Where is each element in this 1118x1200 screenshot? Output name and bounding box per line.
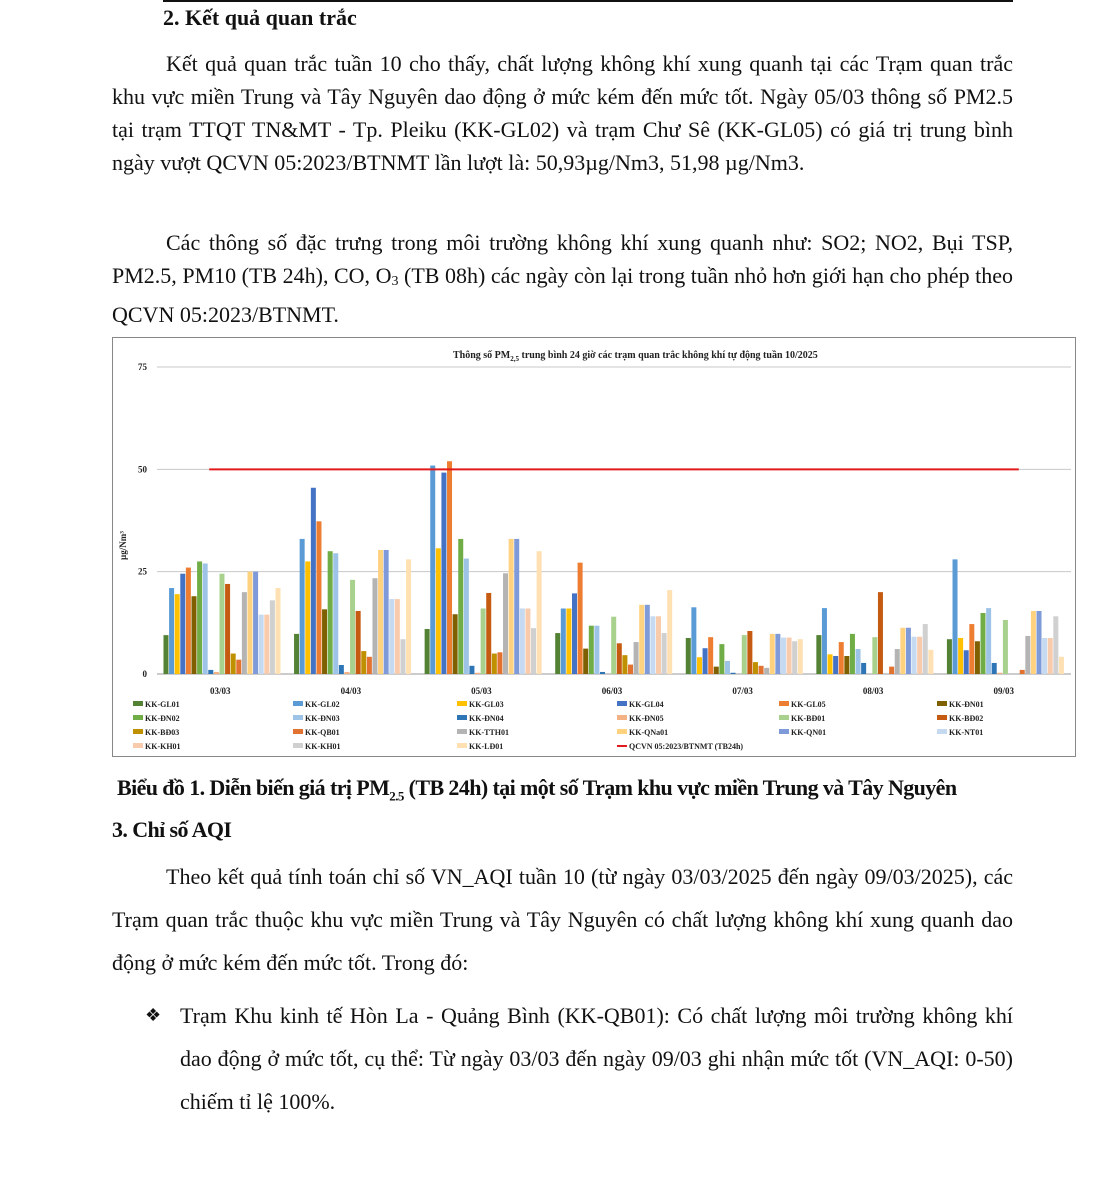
bar — [958, 638, 963, 674]
bar — [531, 628, 536, 674]
bar — [861, 663, 866, 674]
bar — [583, 649, 588, 674]
legend-label: KK-NT01 — [949, 728, 984, 737]
bar — [231, 654, 236, 674]
section-2-paragraph-1: Kết quả quan trắc tuần 10 cho thấy, chất lượng không khí xung quanh tại các Trạm quan trắc khu vực miền Trung và Tây Nguyên dao động ở mức kém đến mức tốt. Ngày 05/03 thông số PM2.5 tại trạm TTQT TN&MT - Tp. Pleiku (KK-GL02) và trạm Chư Sê (KK-GL05) có giá trị trung bình ngày vượt QCVN 05:2023/BTNMT lần lượt là: 50,93µg/Nm3, 51,98 µg/Nm3. — [112, 51, 1013, 175]
bar — [503, 573, 508, 674]
bar — [339, 665, 344, 674]
bar — [169, 588, 174, 674]
legend-swatch — [133, 743, 143, 748]
bar — [163, 635, 168, 674]
legend-label: KK-KH01 — [145, 742, 181, 751]
bar — [839, 642, 844, 674]
bar — [816, 635, 821, 674]
legend-label: QCVN 05:2023/BTNMT (TB24h) — [629, 742, 744, 751]
bar — [912, 637, 917, 674]
bar — [242, 592, 247, 674]
bar — [650, 616, 655, 674]
bar — [1053, 616, 1058, 674]
legend-swatch — [293, 743, 303, 748]
caption-prefix: Biểu đồ 1. Diễn biến giá trị PM — [117, 775, 390, 800]
chart-title: Thông số $PM_{2,5}$ trung bình 24 giờ các trạm quan trắc không khí tự động tuần 10/2025 — [453, 350, 818, 363]
bar — [384, 550, 389, 674]
bar — [322, 609, 327, 674]
bar — [305, 561, 310, 674]
legend-label: KK-ĐN01 — [949, 700, 984, 709]
bar — [275, 588, 280, 674]
bar — [236, 660, 241, 674]
legend-swatch — [293, 729, 303, 734]
caption-suffix: (TB 24h) tại một số Trạm khu vực miền Trung và Tây Nguyên — [403, 775, 957, 800]
bar — [969, 624, 974, 674]
y-tick-label: 25 — [138, 566, 147, 577]
bar — [895, 649, 900, 674]
bar — [425, 629, 430, 674]
legend-label: KK-GL01 — [145, 700, 180, 709]
bar — [469, 666, 474, 674]
bar — [436, 548, 441, 674]
y-axis-label: µg/Nm³ — [118, 531, 128, 560]
bar — [430, 466, 435, 674]
pm25-chart — [112, 337, 1076, 757]
bar — [486, 593, 491, 674]
bar — [395, 599, 400, 674]
caption-sub: 2.5 — [389, 788, 404, 804]
legend-swatch — [457, 729, 467, 734]
bar — [611, 617, 616, 674]
pm25-chart-svg — [113, 338, 1077, 758]
bar — [481, 609, 486, 674]
bar — [1031, 611, 1036, 674]
bar — [1020, 670, 1025, 674]
bar — [731, 673, 736, 674]
bar — [492, 654, 497, 674]
bar — [787, 638, 792, 674]
bar — [270, 600, 275, 674]
bar — [953, 559, 958, 674]
bar — [856, 649, 861, 674]
bar — [344, 672, 349, 674]
legend-label: KK-LĐ01 — [469, 742, 504, 751]
bar — [566, 609, 571, 674]
bar — [594, 626, 599, 674]
legend-label: KK-QB01 — [305, 728, 340, 737]
bar — [964, 650, 969, 674]
bar — [180, 574, 185, 674]
bar — [311, 488, 316, 674]
ozone-subscript: 3 — [391, 274, 399, 289]
bar — [561, 609, 566, 674]
bar — [555, 633, 560, 674]
bar — [300, 539, 305, 674]
bar — [589, 626, 594, 674]
bar — [759, 666, 764, 674]
bar — [900, 628, 905, 674]
legend-label: KK-QN01 — [791, 728, 827, 737]
x-tick-label: 07/03 — [732, 686, 753, 696]
bar — [872, 637, 877, 674]
bar — [742, 635, 747, 674]
legend-label: KK-ĐN05 — [629, 714, 664, 723]
bar — [753, 662, 758, 674]
bar — [798, 639, 803, 674]
legend-swatch — [457, 743, 467, 748]
bar — [537, 551, 542, 674]
y-tick-label: 75 — [138, 362, 147, 372]
bar — [253, 572, 258, 674]
bar — [822, 608, 827, 674]
bar — [464, 559, 469, 674]
bar — [634, 642, 639, 674]
bar — [747, 631, 752, 674]
bar — [458, 539, 463, 674]
bar — [986, 608, 991, 674]
bar — [186, 568, 191, 674]
bar — [406, 559, 411, 674]
x-tick-label: 06/03 — [601, 686, 623, 696]
bar — [792, 641, 797, 674]
bar — [992, 663, 997, 674]
bar — [572, 593, 577, 674]
bar — [764, 668, 769, 674]
legend-label: KK-BĐ01 — [791, 714, 826, 723]
bar — [294, 634, 299, 674]
bar — [350, 580, 355, 674]
x-tick-label: 04/03 — [340, 686, 362, 696]
legend-label: KK-GL05 — [791, 700, 826, 709]
chart-caption — [117, 775, 956, 804]
bar — [378, 550, 383, 674]
bar — [203, 563, 208, 674]
bar — [997, 673, 1002, 674]
bar — [328, 551, 333, 674]
section-3-heading: 3. Chỉ số AQI — [112, 817, 232, 842]
legend-swatch — [617, 701, 627, 706]
section-2-paragraph-2 — [112, 226, 1013, 331]
legend-label: KK-ĐN02 — [145, 714, 180, 723]
bar — [667, 590, 672, 674]
bar — [514, 539, 519, 674]
legend-label: KK-BĐ02 — [949, 714, 984, 723]
bullet-text: Trạm Khu kinh tế Hòn La - Quảng Bình (KK-QB01): Có chất lượng môi trường không khí dao động ở mức tốt, cụ thể: Từ ngày 03/03 đến ngày 09/03 ghi nhận mức tốt (VN_AQI: 0-50) chiếm tỉ lệ 100%. — [180, 1003, 1013, 1114]
section-2-heading: 2. Kết quả quan trắc — [163, 5, 357, 30]
paragraph-2-text-b: (TB 08h) các ngày còn lại trong tuần nhỏ hơn giới hạn cho phép theo QCVN 05:2023/BTNMT. — [112, 263, 1013, 327]
legend-label: KK-GL03 — [469, 700, 504, 709]
bar — [889, 667, 894, 674]
legend-swatch — [937, 729, 947, 734]
legend-swatch — [293, 701, 303, 706]
bar — [850, 634, 855, 674]
bar — [981, 613, 986, 674]
bar — [361, 651, 366, 674]
bar — [175, 594, 180, 674]
x-tick-label: 05/03 — [471, 686, 492, 696]
bar — [844, 656, 849, 674]
bar — [1003, 620, 1008, 674]
bar — [1042, 638, 1047, 674]
y-tick-label: 0 — [142, 669, 147, 679]
legend-swatch — [937, 701, 947, 706]
bar — [928, 650, 933, 674]
bar — [497, 652, 502, 674]
bar — [453, 614, 458, 674]
bar — [781, 638, 786, 674]
bar — [617, 643, 622, 674]
bar — [316, 521, 321, 674]
bar — [1048, 638, 1053, 674]
top-rule — [163, 0, 1013, 2]
diamond-bullet-icon: ❖ — [145, 1005, 162, 1025]
bar — [906, 628, 911, 674]
bar — [1037, 611, 1042, 674]
legend-swatch — [293, 715, 303, 720]
legend-label: KK-KH01 — [305, 742, 341, 751]
bar — [645, 605, 650, 674]
bar — [208, 670, 213, 674]
bar — [372, 578, 377, 674]
bar — [578, 563, 583, 674]
bar — [191, 596, 196, 674]
bar — [656, 616, 661, 674]
legend-label: KK-GL04 — [629, 700, 664, 709]
legend-swatch — [779, 701, 789, 706]
bar — [628, 665, 633, 674]
bar — [400, 639, 405, 674]
bar — [975, 641, 980, 674]
legend-label: KK-ĐN04 — [469, 714, 504, 723]
legend-label: KK-GL02 — [305, 700, 340, 709]
legend-swatch — [457, 701, 467, 706]
y-tick-label: 50 — [138, 464, 147, 475]
bar — [1059, 657, 1064, 674]
bar — [509, 539, 514, 674]
x-tick-label: 08/03 — [862, 686, 884, 696]
bar — [447, 461, 452, 674]
bar — [703, 648, 708, 674]
section-3-paragraph: Theo kết quả tính toán chỉ số VN_AQI tuần 10 (từ ngày 03/03/2025 đến ngày 09/03/2025), các Trạm quan trắc thuộc khu vực miền Trung và Tây Nguyên có chất lượng không khí xung quanh dao động ở mức kém đến mức tốt. Trong đó: — [112, 864, 1013, 975]
x-tick-label: 09/03 — [993, 686, 1014, 696]
bar — [775, 634, 780, 674]
bar — [947, 639, 952, 674]
bar — [878, 592, 883, 674]
legend-swatch — [617, 729, 627, 734]
bar — [441, 473, 446, 674]
bar — [828, 654, 833, 674]
bar — [833, 656, 838, 674]
bar — [475, 673, 480, 674]
bar — [525, 609, 530, 674]
bar — [770, 634, 775, 674]
bar — [714, 667, 719, 674]
legend-label: KK-ĐN03 — [305, 714, 340, 723]
legend-swatch — [937, 715, 947, 720]
x-tick-label: 03/03 — [210, 686, 231, 696]
bullet-item — [145, 994, 1013, 1123]
legend-swatch — [133, 729, 143, 734]
bar — [697, 657, 702, 674]
bar — [259, 615, 264, 674]
bar — [691, 607, 696, 674]
bar — [725, 661, 730, 674]
bar — [719, 644, 724, 674]
legend-swatch — [133, 715, 143, 720]
legend-swatch — [779, 729, 789, 734]
bar — [520, 609, 525, 674]
bar — [264, 615, 269, 674]
bar — [247, 572, 252, 674]
bar — [662, 633, 667, 674]
paragraph-2-text-a: Các thông số đặc trưng trong môi trường không khí xung quanh như: SO2; NO2, Bụi TSP, PM2.5, PM10 (TB 24h), CO, O — [112, 230, 1013, 288]
legend-label: KK-TTH01 — [469, 728, 510, 737]
bar — [225, 584, 230, 674]
legend-swatch — [779, 715, 789, 720]
bar — [367, 657, 372, 674]
bar — [600, 672, 605, 674]
bar — [356, 611, 361, 674]
bar — [917, 637, 922, 674]
bar — [622, 655, 627, 674]
bar — [214, 672, 219, 674]
bar — [389, 599, 394, 674]
bar — [1025, 636, 1030, 674]
legend-swatch — [133, 701, 143, 706]
bar — [923, 624, 928, 674]
legend-label: KK-QNa01 — [629, 728, 669, 737]
legend-swatch — [617, 715, 627, 720]
bar — [686, 638, 691, 674]
bar — [197, 561, 202, 674]
bar — [219, 574, 224, 674]
bar — [708, 637, 713, 674]
bar — [333, 553, 338, 674]
bar — [639, 605, 644, 674]
legend-label: KK-BĐ03 — [145, 728, 180, 737]
legend-swatch — [457, 715, 467, 720]
